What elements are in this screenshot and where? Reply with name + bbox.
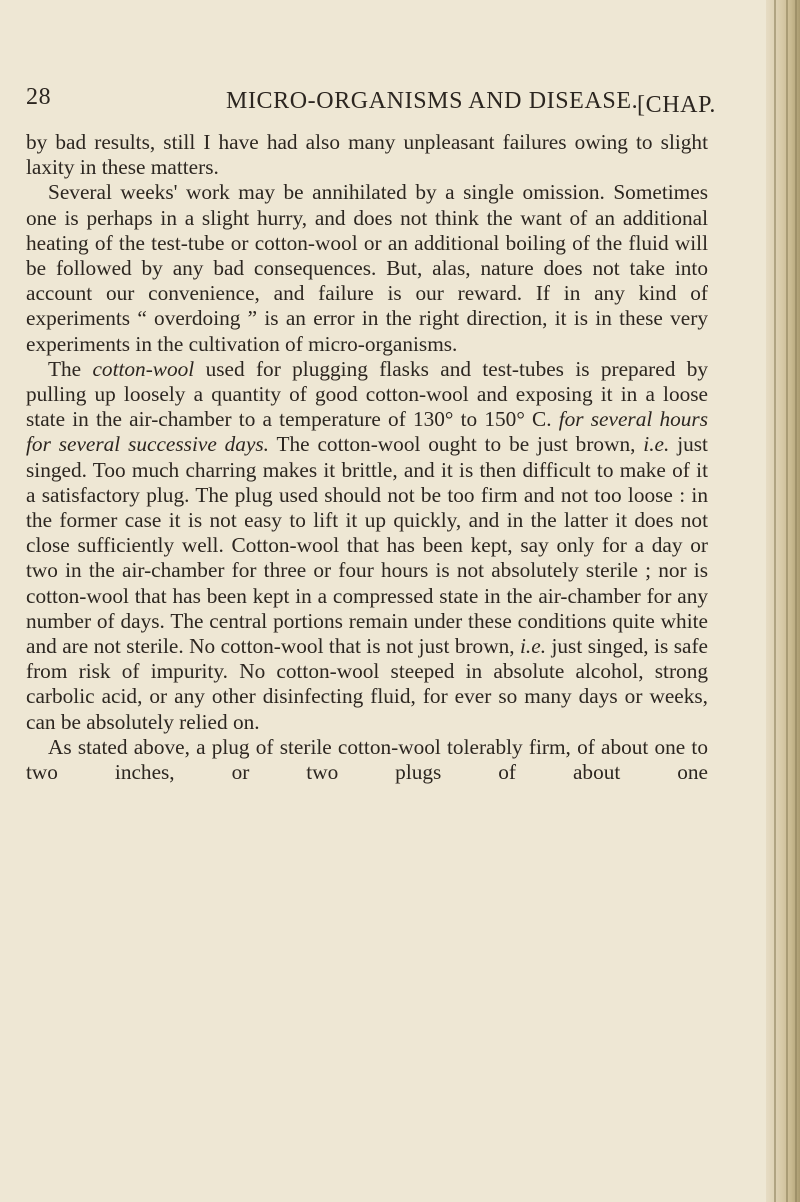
page-edge [766,0,800,1202]
text-run: The [48,356,93,381]
paragraph-1: by bad results, still I have had also many unpleasant failures owing to slight laxity in these matters. [26,130,708,180]
text-run: just singed. Too much charring makes it brittle, and it is then difficult to make of it a satisfactory plug. The plug used should not be too firm and not too loose : in the former case it is not easy to lift it up quickly, and in the latter it does not close sufficiently well. Cotton-wool that has been kept, say only for a day or two in the air-chamber for three or four hours is not absolutely sterile ; nor is cotton-wool that has been kept in a compressed state in the air-chamber for any number of days. The central portions remain under these conditions quite white and are not sterile. No cotton-wool that is not just brown, [26,432,708,659]
italic-run: cotton-wool [92,356,195,381]
text-run: just singed, is safe from risk of impurity. No cotton-wool steeped in absolute alcohol, strong carbolic acid, or any other disinfecting fluid, for ever so many days or weeks, can be absolutely relied on. [26,634,709,734]
paragraph-3 [26,357,708,735]
text-run: The cotton-wool ought to be just brown, [269,432,644,457]
paragraph-2: Several weeks' work may be annihilated by a single omission. Sometimes one is perhaps in a slight hurry, and does not think the want of an additional heating of the test-tube or cotton-wool or an additional boiling of the fluid will be followed by any bad consequences. But, alas, nature does not take into account our convenience, and failure is our reward. If in any kind of experiments “ overdoing ” is an error in the right direction, it is in these very experiments in the cultivation of micro-organisms. [26,180,708,356]
text-run: used for plugging flasks and test-tubes is prepared by pulling up loosely a quantity of good cotton-wool and exposing it in a loose state in the air-chamber to a temperature of 130° to 150° C. [26,356,709,432]
page-header [26,84,716,124]
chapter-mark: [CHAP. [637,92,716,118]
italic-run: for several hours for several successive days. [26,407,708,457]
italic-run: i.e. [643,432,670,457]
body-text [26,130,708,785]
running-title: MICRO-ORGANISMS AND DISEASE. [226,88,639,114]
italic-run: i.e. [520,634,547,659]
page-number: 28 [26,84,52,110]
paragraph-4: As stated above, a plug of sterile cotton-wool tolerably firm, of about one to two inches, or two plugs of about one [26,734,708,785]
